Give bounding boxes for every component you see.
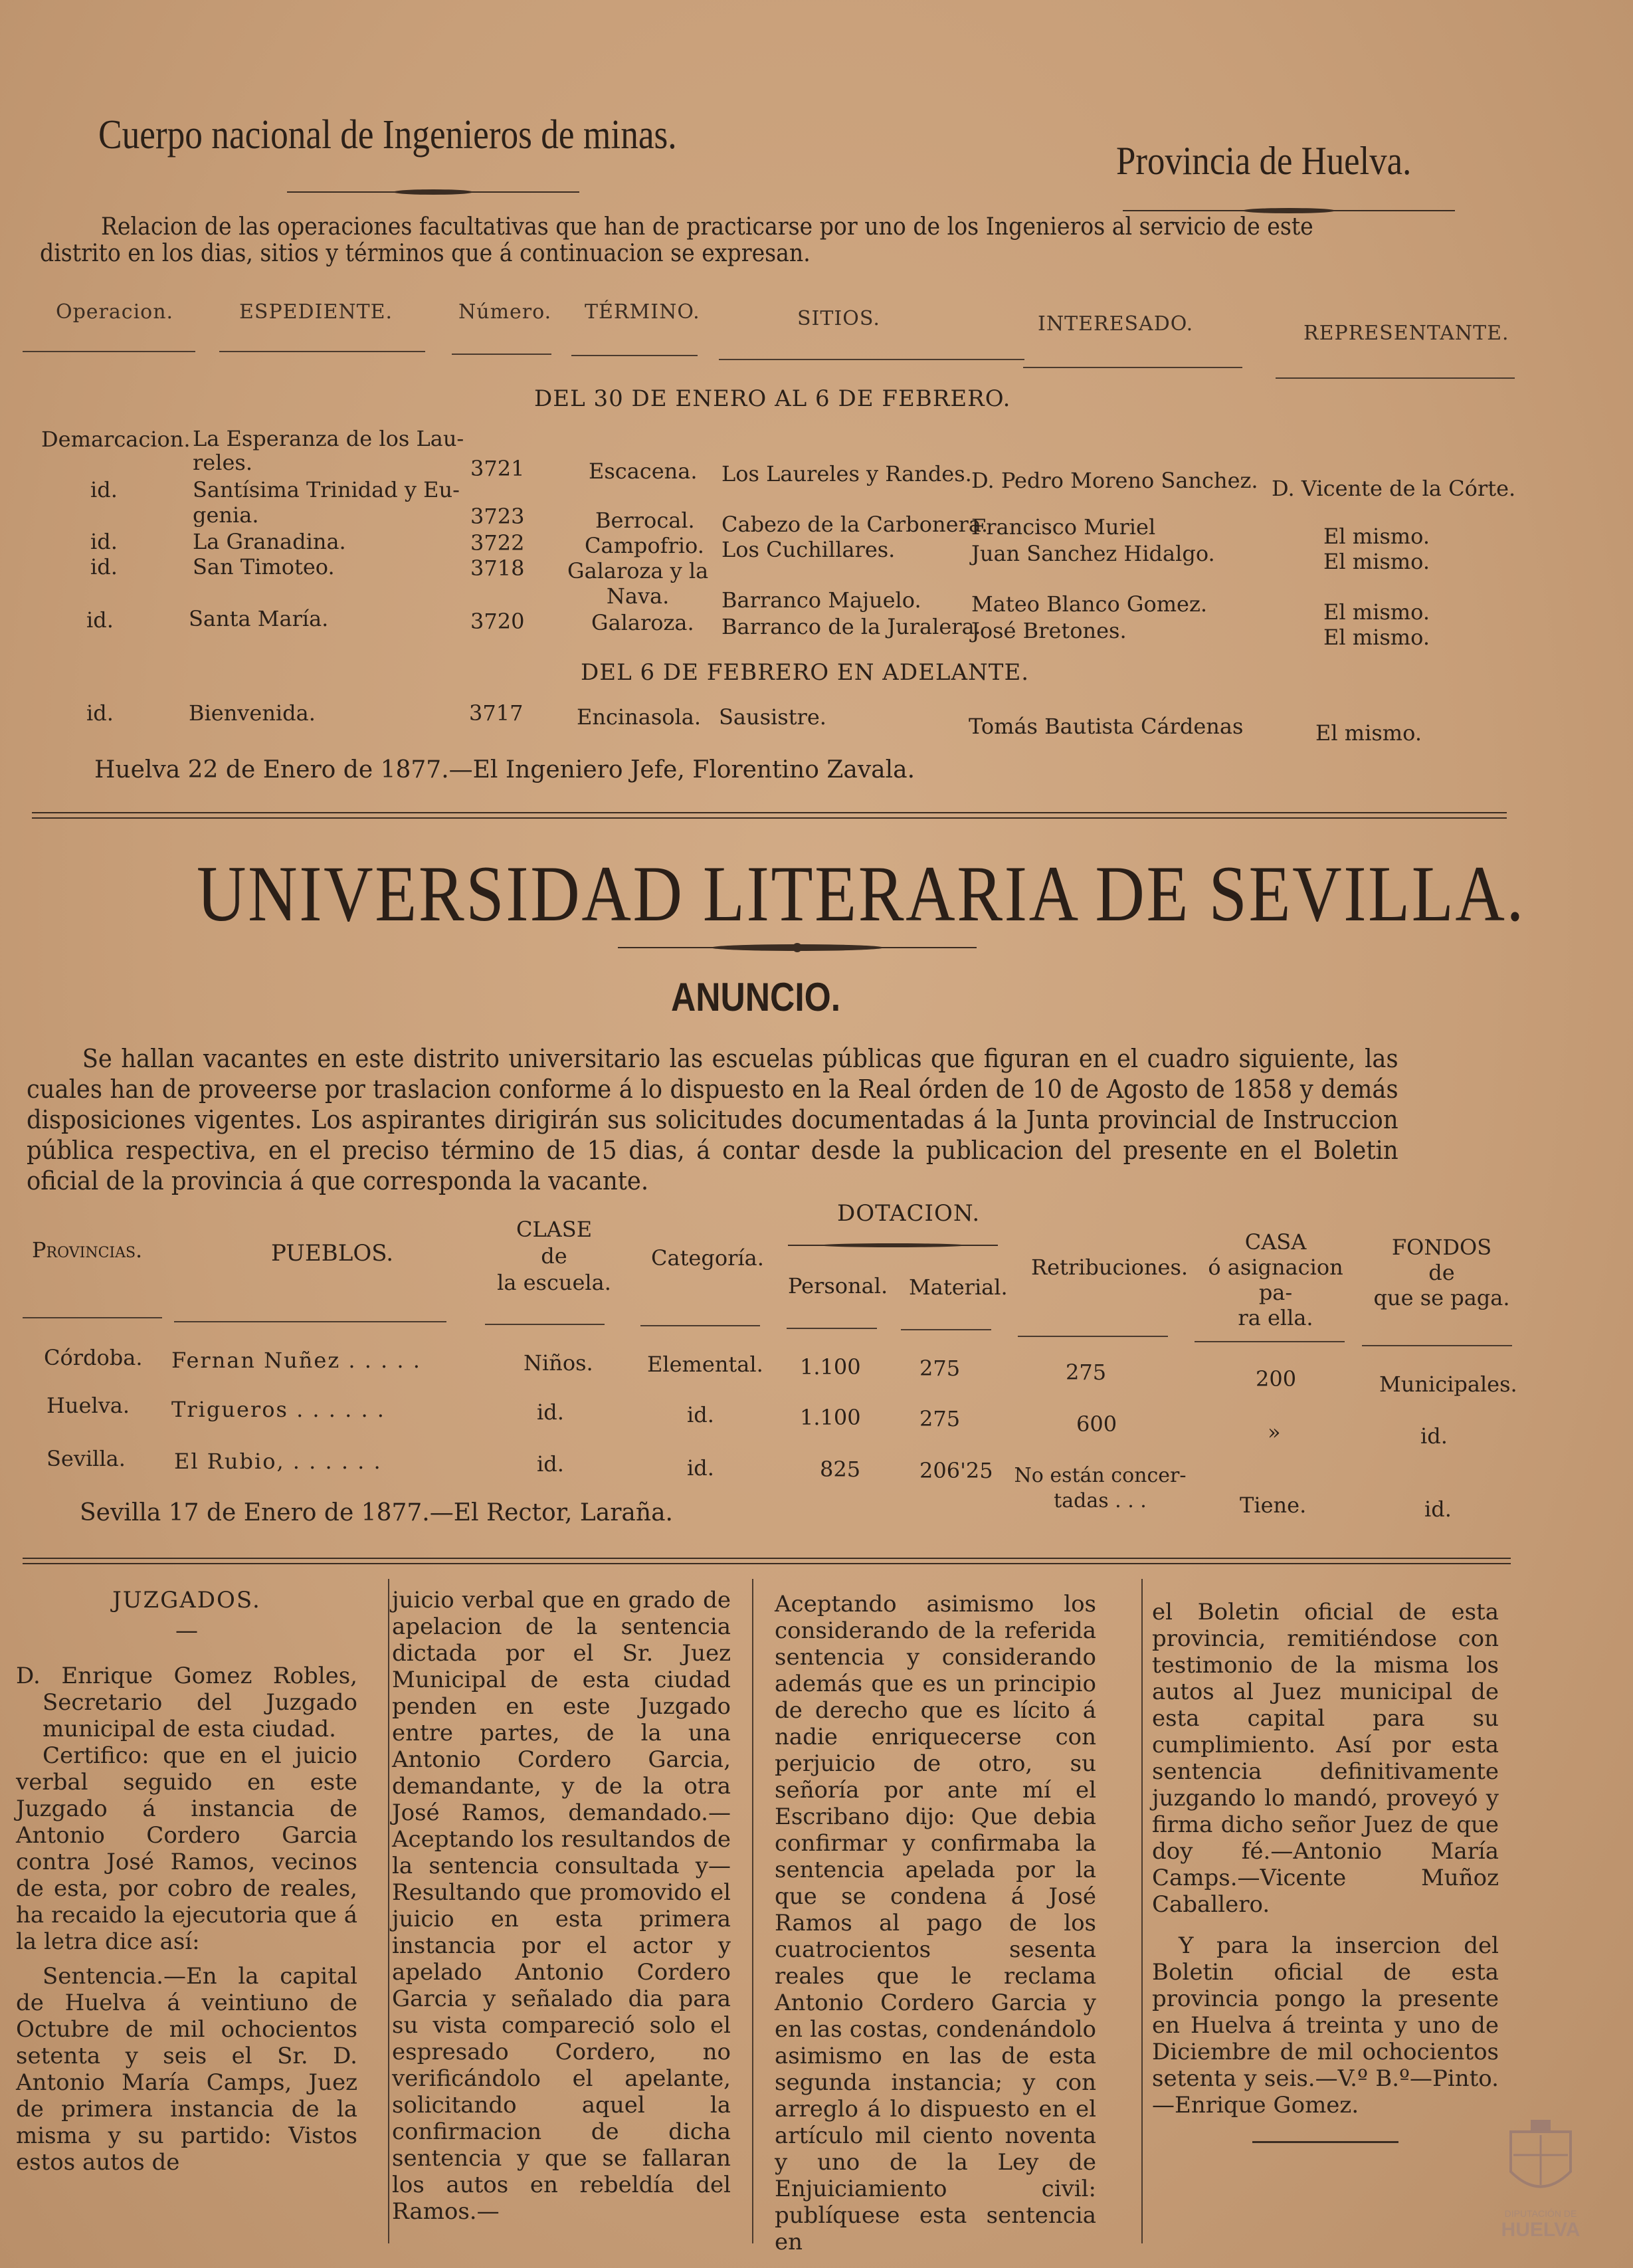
univ-row-2-pers: 825 <box>820 1457 861 1482</box>
col-operacion: Operacion. <box>56 300 174 324</box>
univ-col-categoria: Categoría. <box>651 1245 764 1271</box>
courts-heading: JUZGADOS. <box>112 1587 261 1613</box>
univ-col-pueblos: PUEBLOS. <box>271 1240 394 1267</box>
mines-row-2-term: Campofrio. <box>585 533 704 558</box>
mines-row-4-site: Barranco de la Juralera. <box>721 614 981 639</box>
univ-row-0-cat: Elemental. <box>647 1352 763 1377</box>
mines-row-5-op: id. <box>86 700 114 726</box>
column-rule <box>388 1579 389 2243</box>
univ-row-2-pueblo: El Rubio, . . . . . . <box>174 1449 382 1474</box>
rule <box>452 354 551 355</box>
col-sitios: SITIOS. <box>797 307 880 330</box>
mines-row-4-exp: Santa María. <box>189 606 329 631</box>
univ-col-fondos: FONDOS de que se paga. <box>1373 1235 1510 1310</box>
rule <box>1276 377 1515 379</box>
mines-row-3-term: Galaroza y la Nava. <box>567 558 709 609</box>
rule <box>1362 1345 1512 1346</box>
mines-row-1-int: Francisco Muriel <box>971 514 1156 540</box>
univ-row-1-mat: 275 <box>919 1406 961 1431</box>
univ-row-0-ret: 275 <box>1066 1360 1107 1385</box>
end-rule <box>1252 2141 1398 2143</box>
header-left-title: Cuerpo nacional de Ingenieros de minas. <box>98 112 677 157</box>
mines-row-2-int: Juan Sanchez Hidalgo. <box>971 541 1215 566</box>
mines-row-5-term: Encinasola. <box>577 704 701 730</box>
mines-row-0-site: Los Laureles y Randes. <box>721 461 972 486</box>
rule <box>485 1324 605 1325</box>
mines-row-4-int: José Bretones. <box>971 618 1127 643</box>
univ-row-1-pers: 1.100 <box>800 1405 861 1430</box>
rule <box>174 1321 446 1322</box>
univ-col-dotacion: DOTACION. <box>837 1200 981 1227</box>
rule <box>571 355 698 356</box>
section-divider <box>23 1558 1511 1564</box>
univ-row-0-mat: 275 <box>919 1356 961 1381</box>
mines-row-4-num: 3720 <box>470 609 525 634</box>
column-rule <box>1141 1579 1143 2243</box>
univ-row-1-ret: 600 <box>1076 1411 1117 1437</box>
univ-row-2-mat: 206'25 <box>919 1458 993 1483</box>
univ-row-1-cat: id. <box>687 1402 714 1427</box>
univ-col-provincias: Provincias. <box>32 1237 143 1263</box>
univ-row-0-prov: Córdoba. <box>44 1345 143 1370</box>
mines-row-4-rep: El mismo. <box>1323 625 1430 650</box>
univ-row-2-cat: id. <box>687 1455 714 1481</box>
mines-row-4-op: id. <box>86 607 114 633</box>
rule <box>640 1325 760 1326</box>
mines-row-3-rep: El mismo. <box>1323 599 1430 625</box>
mines-row-1-exp: Santísima Trinidad y Eu- genia. <box>193 477 460 528</box>
mines-row-5-num: 3717 <box>469 700 524 726</box>
courts-column-4 <box>1152 1599 1499 2143</box>
mines-row-0-num: 3721 <box>470 456 525 481</box>
courts-p2: Certifico: que en el juicio verbal seguido en este Juzgado á instancia de Antonio Cordero Garcia contra José Ramos, vecinos de esta, por cobro de reales, ha recaido la ejecutoria que á la letra dice así: <box>16 1742 357 1955</box>
rule <box>787 1328 877 1329</box>
university-body: Se hallan vacantes en este distrito universitario las escuelas públicas que figuran en el cuadro siguiente, las cuales han de proveerse por traslacion conforme á lo dispuesto en la Real órden de 10 de Agosto de 1858 y demás disposiciones vigentes. Los aspirantes dirigirán sus solicitudes documentadas á la Junta provincial de Instruccion pública respectiva, en el preciso término de 15 dias, á contar desde la publicacion del presente en el Boletin oficial de la provincia á que corresponda la vacante. <box>27 1044 1398 1195</box>
univ-row-0-pueblo: Fernan Nuñez . . . . . <box>171 1348 421 1373</box>
mines-row-0-rep: D. Vicente de la Córte. <box>1272 476 1516 501</box>
rule <box>23 351 195 352</box>
mines-row-0-op: Demarcacion. <box>41 427 191 452</box>
university-ornament <box>618 942 977 955</box>
header-right-title: Provincia de Huelva. <box>1116 139 1412 183</box>
mines-row-1-site: Cabezo de la Carbonera. <box>721 512 989 537</box>
mines-row-2-op: id. <box>90 529 118 554</box>
courts-heading-dash: — <box>175 1617 198 1644</box>
mines-row-4-term: Galaroza. <box>591 610 694 635</box>
watermark <box>1491 2118 1590 2241</box>
univ-row-1-fondos: id. <box>1420 1423 1448 1449</box>
univ-row-1-pueblo: Trigueros . . . . . . <box>171 1397 385 1422</box>
mines-row-3-exp: San Timoteo. <box>193 554 335 579</box>
univ-row-0-fondos: Municipales. <box>1379 1372 1517 1397</box>
courts-col2-text: juicio verbal que en grado de apelacion de la sentencia dictada por el Sr. Juez Municipal de esta ciudad penden en este Juzgado entre partes, de la una Antonio Cordero Garcia, demandante, y de la otra José Ramos, demandado.—Aceptando los resultandos de la sentencia consultada y—Resultando que promovido el juicio en esta primera instancia por el actor y apelado Antonio Cordero Garcia y señalado dia para su vista compareció solo el espresado Cordero, no verificándolo el apelante, solicitando aquel la confirmacion de dicha sentencia y que se fallaran los autos en rebeldía del Ramos.— <box>392 1587 731 2225</box>
mines-row-3-num: 3718 <box>470 556 525 581</box>
mines-row-1-term: Berrocal. <box>595 508 695 533</box>
university-subtitle: ANUNCIO. <box>671 975 841 1019</box>
dotacion-rule <box>788 1239 998 1251</box>
col-representante: REPRESENTANTE. <box>1303 322 1509 345</box>
mines-range-2: DEL 6 DE FEBRERO EN ADELANTE. <box>581 659 1030 686</box>
univ-row-0-casa: 200 <box>1256 1366 1297 1392</box>
ornament-left <box>287 186 579 199</box>
rule <box>1018 1336 1168 1337</box>
univ-row-2-clase: id. <box>537 1451 564 1477</box>
rule <box>719 359 1024 360</box>
univ-col-casa: CASA ó asignacion pa- ra ella. <box>1208 1229 1343 1330</box>
rule <box>23 1317 162 1318</box>
univ-row-2-fondos: id. <box>1424 1496 1452 1522</box>
mines-row-0-term: Escacena. <box>589 459 698 484</box>
university-title: UNIVERSIDAD LITERARIA DE SEVILLA. <box>197 849 1525 938</box>
courts-p1: D. Enrique Gomez Robles, Secretario del Juzgado municipal de esta ciudad. <box>16 1663 357 1742</box>
mines-row-5-exp: Bienvenida. <box>189 700 316 726</box>
univ-row-1-prov: Huelva. <box>47 1393 130 1418</box>
courts-col4-p2: Y para la insercion del Boletin oficial de esta provincia pongo la presente en Huelva á treinta y uno de Diciembre de mil ochocientos setenta y seis.—V.º B.º—Pinto.—Enrique Gomez. <box>1152 1932 1499 2118</box>
rule <box>1023 367 1242 368</box>
mines-row-0-exp: La Esperanza de los Lau- reles. <box>193 426 464 475</box>
univ-row-0-clase: Niños. <box>524 1350 593 1376</box>
col-numero: Número. <box>458 300 552 324</box>
mines-row-2-num: 3722 <box>470 530 525 556</box>
univ-row-2-prov: Sevilla. <box>47 1446 126 1471</box>
univ-row-1-clase: id. <box>537 1399 564 1425</box>
univ-row-1-casa: » <box>1268 1419 1281 1445</box>
courts-p3: Sentencia.—En la capital de Huelva á veintiuno de Octubre de mil ochocientos setenta y seis el Sr. D. Antonio María Camps, Juez de primera instancia de la misma y su partido: Vistos estos autos de <box>16 1963 357 2176</box>
mines-row-5-rep: El mismo. <box>1315 720 1422 746</box>
rule <box>1195 1341 1345 1342</box>
mines-row-2-exp: La Granadina. <box>193 529 346 554</box>
univ-row-2-ret: No están concer- tadas . . . <box>1014 1464 1187 1512</box>
col-interesado: INTERESADO. <box>1038 312 1194 336</box>
watermark-line1: DIPUTACIÓN DE <box>1504 2208 1577 2219</box>
univ-col-retribuciones: Retribuciones. <box>1031 1255 1189 1280</box>
mines-row-1-op: id. <box>90 477 118 502</box>
univ-col-clase: CLASE de la escuela. <box>497 1217 611 1295</box>
courts-column-2 <box>392 1587 731 2225</box>
mines-intro: Relacion de las operaciones facultativas que han de practicarse por uno de los Ingenieros al servicio de este distrito en los dias, sitios y términos que á continuacion se expresan. <box>40 213 1313 267</box>
rule <box>219 351 425 352</box>
mines-row-1-rep: El mismo. <box>1323 524 1430 549</box>
mines-row-5-site: Sausistre. <box>719 704 826 730</box>
mines-row-1-num: 3723 <box>470 504 525 529</box>
mines-row-3-site: Barranco Majuelo. <box>721 587 921 613</box>
courts-col4-p1: el Boletin oficial de esta provincia, remitiéndose con testimonio de la misma los autos al Juez municipal de esta capital para su cumplimiento. Así por esta sentencia definitivamente juzgando lo mandó, proveyó y firma dicho señor Juez de que doy fé.—Antonio María Camps.—Vicente Muñoz Caballero. <box>1152 1599 1499 1918</box>
watermark-line2: HUELVA <box>1501 2219 1581 2241</box>
mines-row-3-op: id. <box>90 554 118 579</box>
coat-of-arms-icon <box>1504 2118 1577 2205</box>
col-espediente: ESPEDIENTE. <box>239 300 393 324</box>
mines-row-2-rep: El mismo. <box>1323 549 1430 574</box>
col-termino: TÉRMINO. <box>585 300 700 324</box>
courts-col3-text: Aceptando asimismo los considerando de la referida sentencia y considerando además que es un principio de derecho que es lícito á nadie enriquecerse con perjuicio de otro, su señoría por ante mí el Escribano dijo: Que debia confirmar y confirmaba la sentencia apelada por la que se condena á José Ramos al pago de los cuatrocientos sesenta reales que le reclama Antonio Cordero Garcia y en las costas, condenándolo asimismo en las de esta segunda instancia; y con arreglo á lo dispuesto en el artículo mil ciento noventa y uno de la Ley de Enjuiciamiento civil: publíquese esta sentencia en <box>775 1591 1096 2255</box>
rule <box>901 1329 991 1330</box>
courts-column-1 <box>16 1587 357 2176</box>
university-signature: Sevilla 17 de Enero de 1877.—El Rector, Laraña. <box>80 1499 673 1526</box>
mines-row-0-int: D. Pedro Moreno Sanchez. <box>971 468 1258 493</box>
mines-row-5-int: Tomás Bautista Cárdenas <box>969 714 1244 739</box>
univ-row-0-pers: 1.100 <box>800 1354 861 1380</box>
courts-column-3 <box>775 1591 1096 2255</box>
mines-row-3-int: Mateo Blanco Gomez. <box>971 591 1208 617</box>
column-rule <box>752 1579 753 2243</box>
mines-row-2-site: Los Cuchillares. <box>721 537 896 562</box>
mines-range-1: DEL 30 DE ENERO AL 6 DE FEBRERO. <box>534 385 1011 412</box>
univ-row-2-casa: Tiene. <box>1240 1493 1307 1518</box>
mines-signature: Huelva 22 de Enero de 1877.—El Ingeniero Jefe, Florentino Zavala. <box>94 756 915 783</box>
univ-col-material: Material. <box>909 1275 1008 1300</box>
section-divider <box>32 812 1507 819</box>
univ-col-personal: Personal. <box>788 1273 888 1298</box>
